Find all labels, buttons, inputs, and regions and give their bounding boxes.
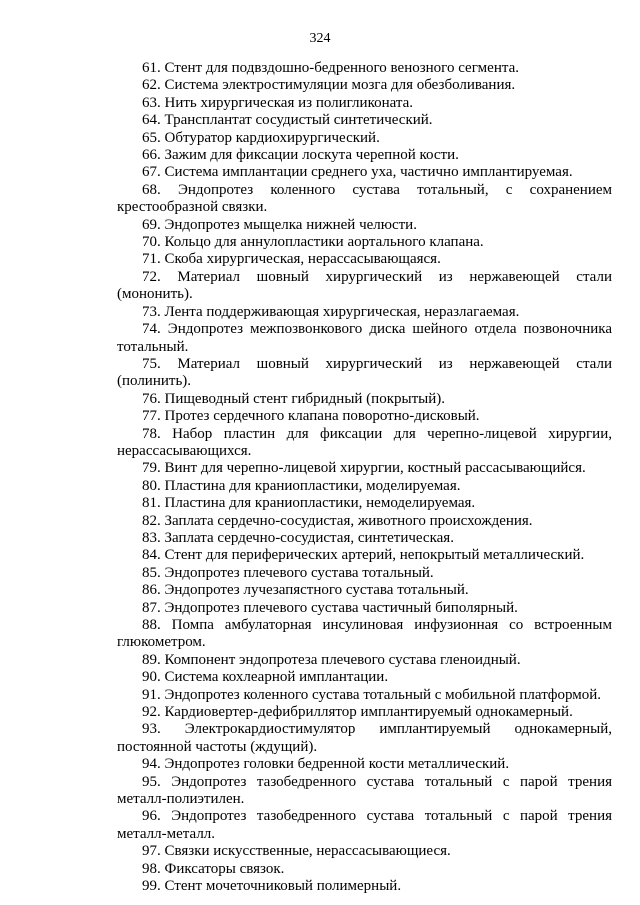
list-item: 98. Фиксаторы связок. xyxy=(142,860,285,877)
list-item: 74. Эндопротез межпозвонкового диска шейного отдела позвоночника тотальный. xyxy=(117,321,612,355)
list-item: 77. Протез сердечного клапана поворотно-дисковый. xyxy=(142,408,480,425)
list-item: 83. Заплата сердечно-сосудистая, синтетическая. xyxy=(142,529,454,546)
list-item: 93. Электрокардиостимулятор имплантируемый однокамерный, постоянной частоты (ждущий). xyxy=(117,721,612,755)
list-item: 85. Эндопротез плечевого сустава тотальный. xyxy=(142,564,434,581)
list-item: 78. Набор пластин для фиксации для черепно-лицевой хирургии, нерассасывающихся. xyxy=(117,425,612,459)
list-item: 96. Эндопротез тазобедренного сустава тотальный с парой трения металл-металл. xyxy=(117,808,612,842)
list-item: 81. Пластина для краниопластики, немоделируемая. xyxy=(142,495,476,512)
list-item: 62. Система электростимуляции мозга для обезболивания. xyxy=(142,77,516,94)
list-item: 65. Обтуратор кардиохирургический. xyxy=(142,129,380,146)
list-item: 68. Эндопротез коленного сустава тотальный, с сохранением крестообразной связки. xyxy=(117,181,612,216)
list-item: 84. Стент для периферических артерий, непокрытый металлический. xyxy=(142,547,585,564)
list-item: 80. Пластина для краниопластики, моделируемая. xyxy=(142,477,461,494)
document-list xyxy=(117,60,612,896)
list-item: 89. Компонент эндопротеза плечевого сустава гленоидный. xyxy=(142,651,521,668)
list-item: 95. Эндопротез тазобедренного сустава тотальный с парой трения металл-полиэтилен. xyxy=(117,773,612,808)
list-item: 90. Система кохлеарной имплантации. xyxy=(142,669,389,686)
list-item: 70. Кольцо для аннулопластики аортального клапана. xyxy=(142,234,484,251)
list-item: 63. Нить хирургическая из полигликоната. xyxy=(142,94,414,111)
list-item: 94. Эндопротез головки бедренной кости металлический. xyxy=(142,756,510,773)
list-item: 73. Лента поддерживающая хирургическая, неразлагаемая. xyxy=(142,303,520,320)
list-item: 87. Эндопротез плечевого сустава частичный биполярный. xyxy=(142,599,518,616)
list-item: 75. Материал шовный хирургический из нержавеющей стали (полинить). xyxy=(117,355,612,390)
list-item: 86. Эндопротез лучезапястного сустава тотальный. xyxy=(142,582,469,599)
list-item: 61. Стент для подвздошно-бедренного венозного сегмента. xyxy=(142,60,519,76)
list-item: 64. Трансплантат сосудистый синтетический. xyxy=(142,112,433,129)
list-item: 82. Заплата сердечно-сосудистая, животного происхождения. xyxy=(142,512,533,529)
list-item: 92. Кардиовертер-дефибриллятор имплантируемый однокамерный. xyxy=(142,704,573,721)
list-item: 66. Зажим для фиксации лоскута черепной кости. xyxy=(142,147,459,164)
list-item: 97. Связки искусственные, нерассасывающиеся. xyxy=(142,843,451,860)
list-item: 67. Система имплантации среднего уха, частично имплантируемая. xyxy=(142,164,573,181)
list-item: 88. Помпа амбулаторная инсулиновая инфузионная со встроенным глюкометром. xyxy=(117,617,612,651)
page-number: 324 xyxy=(309,31,331,46)
list-item: 69. Эндопротез мыщелка нижней челюсти. xyxy=(142,216,417,233)
list-item: 79. Винт для черепно-лицевой хирургии, костный рассасывающийся. xyxy=(142,460,586,477)
list-item: 71. Скоба хирургическая, нерассасывающаяся. xyxy=(142,251,441,268)
list-item: 91. Эндопротез коленного сустава тотальный с мобильной платформой. xyxy=(142,686,602,703)
list-item: 72. Материал шовный хирургический из нержавеющей стали (мононить). xyxy=(117,268,612,303)
list-item: 76. Пищеводный стент гибридный (покрытый). xyxy=(142,390,445,407)
list-item: 99. Стент мочеточниковый полимерный. xyxy=(142,878,402,895)
